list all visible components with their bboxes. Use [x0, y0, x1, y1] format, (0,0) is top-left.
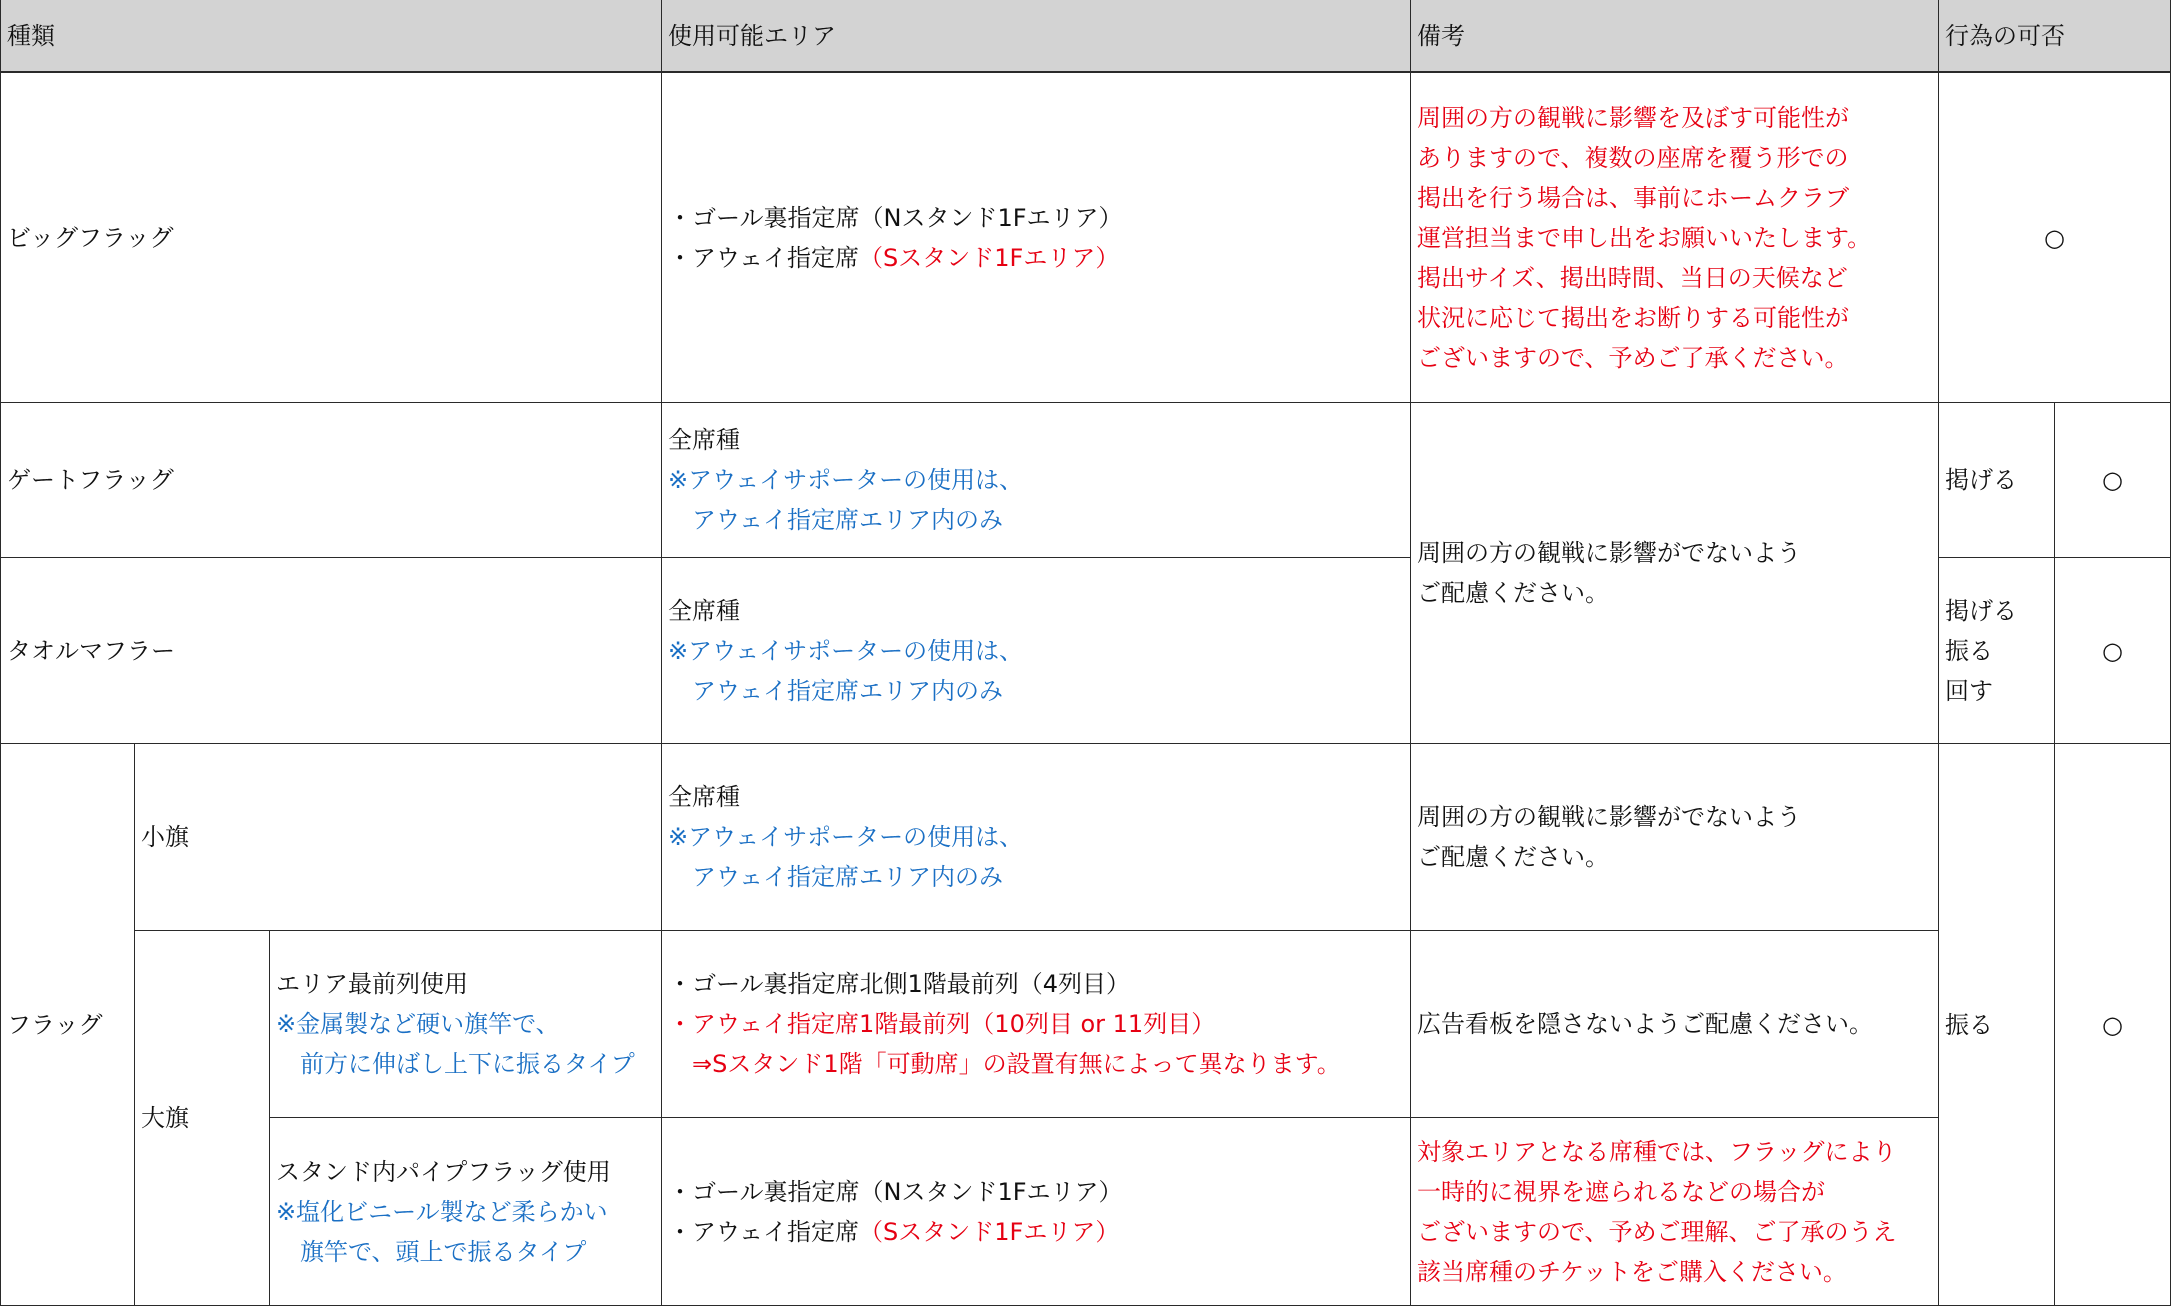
flag-action: 振る — [1939, 744, 2055, 1306]
towel-type: タオルマフラー — [0, 558, 662, 744]
large-flag-type: 大旗 — [135, 931, 270, 1306]
towel-action: 掲げる 振る 回す — [1939, 558, 2055, 744]
header-note: 備考 — [1411, 0, 1939, 73]
large-flag-pipe-note: 対象エリアとなる席種では、フラッグにより 一時的に視界を遮られるなどの場合が ございますので、予めご理解、ご了承のうえ 該当席種のチケットをご購入ください。 — [1411, 1118, 1939, 1306]
large-flag-front-area: ・ゴール裏指定席北側1階最前列（4列目） ・アウェイ指定席1階最前列（10列目 or 11列目） ⇒Sスタンド1階「可動席」の設置有無によって異なります。 — [662, 931, 1411, 1118]
small-flag-type: 小旗 — [135, 744, 662, 931]
flag-type: フラッグ — [0, 744, 135, 1306]
flag-allowed: ○ — [2055, 744, 2171, 1306]
header-allowed: 行為の可否 — [1939, 0, 2171, 73]
small-flag-note: 周囲の方の観戦に影響がでないよう ご配慮ください。 — [1411, 744, 1939, 931]
large-flag-pipe-type: スタンド内パイプフラッグ使用 ※塩化ビニール製など柔らかい 旗竿で、頭上で振るタイプ — [270, 1118, 662, 1306]
small-flag-area: 全席種 ※アウェイサポーターの使用は、 アウェイ指定席エリア内のみ — [662, 744, 1411, 931]
gate-flag-allowed: ○ — [2055, 403, 2171, 558]
large-flag-front-note: 広告看板を隠さないようご配慮ください。 — [1411, 931, 1939, 1118]
towel-area: 全席種 ※アウェイサポーターの使用は、 アウェイ指定席エリア内のみ — [662, 558, 1411, 744]
towel-allowed: ○ — [2055, 558, 2171, 744]
big-flag-note: 周囲の方の観戦に影響を及ぼす可能性が ありますので、複数の座席を覆う形での 掲出を行う場合は、事前にホームクラブ 運営担当まで申し出をお願いいたします。 掲出サイズ、掲出時間、当日の天候など 状況に応じて掲出をお断りする可能性が ございますので、予めご了承ください。 — [1411, 73, 1939, 403]
header-area: 使用可能エリア — [662, 0, 1411, 73]
big-flag-area: ・ゴール裏指定席（Nスタンド1Fエリア） ・アウェイ指定席（Sスタンド1Fエリア） — [662, 73, 1411, 403]
gate-flag-type: ゲートフラッグ — [0, 403, 662, 558]
header-type: 種類 — [0, 0, 662, 73]
gate-towel-note: 周囲の方の観戦に影響がでないよう ご配慮ください。 — [1411, 403, 1939, 744]
large-flag-front-type: エリア最前列使用 ※金属製など硬い旗竿で、 前方に伸ばし上下に振るタイプ — [270, 931, 662, 1118]
large-flag-pipe-area: ・ゴール裏指定席（Nスタンド1Fエリア） ・アウェイ指定席（Sスタンド1Fエリア） — [662, 1118, 1411, 1306]
gate-flag-area: 全席種 ※アウェイサポーターの使用は、 アウェイ指定席エリア内のみ — [662, 403, 1411, 558]
big-flag-allowed: ○ — [1939, 73, 2171, 403]
big-flag-type: ビッグフラッグ — [0, 73, 662, 403]
gate-flag-action: 掲げる — [1939, 403, 2055, 558]
